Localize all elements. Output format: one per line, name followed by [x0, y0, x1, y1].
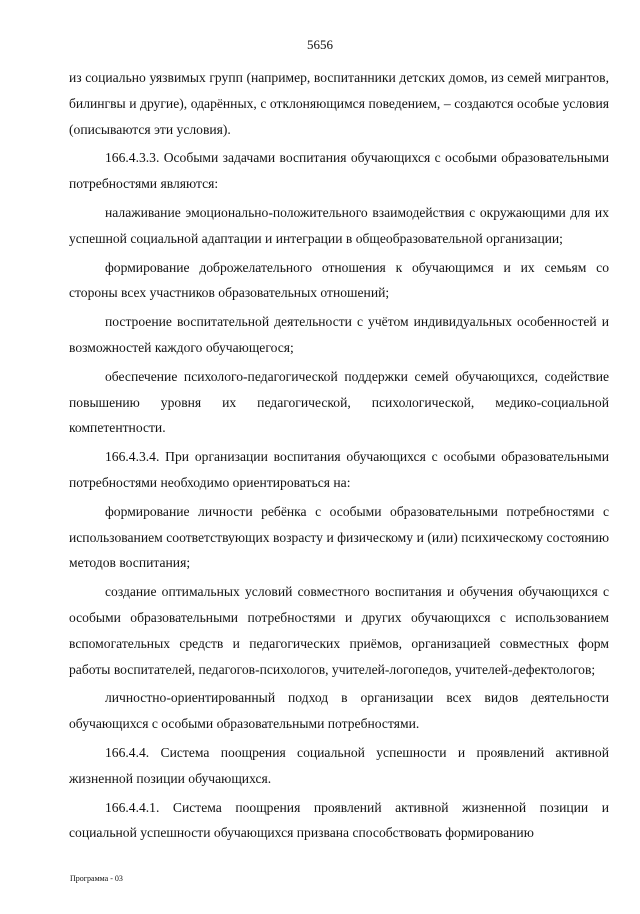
- page-number: 5656: [307, 37, 333, 52]
- paragraph: обеспечение психолого-педагогической поддержки семей обучающихся, содействие повышению уровня их педагогической, психологической, медико-социальной компетентности.: [69, 368, 609, 436]
- paragraph: формирование доброжелательного отношения к обучающимся и их семьям со стороны всех участников образовательных отношений;: [69, 259, 609, 301]
- document-body: [69, 65, 609, 849]
- paragraph: личностно-ориентированный подход в организации всех видов деятельности обучающихся с особыми образовательными потребностями.: [69, 690, 609, 732]
- page-footer: Программа - 03: [70, 874, 123, 883]
- paragraph: построение воспитательной деятельности с учётом индивидуальных особенностей и возможностей каждого обучающегося;: [69, 314, 609, 355]
- paragraph: создание оптимальных условий совместного воспитания и обучения обучающихся с особыми образовательными потребностями и других обучающихся с использованием вспомогательных средств и педагогических приёмов, организацией совместных форм работы воспитателей, педагогов-психологов, учителей-логопедов, учителей-дефектологов;: [69, 584, 609, 677]
- paragraph: налаживание эмоционально-положительного взаимодействия с окружающими для их успешной социальной адаптации и интеграции в общеобразовательной организации;: [69, 204, 609, 246]
- paragraph: 166.4.3.4. При организации воспитания обучающихся с особыми образовательными потребностями необходимо ориентироваться на:: [69, 449, 609, 490]
- paragraph: 166.4.4. Система поощрения социальной успешности и проявлений активной жизненной позиции обучающихся.: [69, 744, 609, 786]
- paragraph: из социально уязвимых групп (например, воспитанники детских домов, из семей мигрантов, билингвы и другие), одарённых, с отклоняющимся поведением, – создаются особые условия (описываются эти условия).: [69, 70, 609, 137]
- paragraph: 166.4.4.1. Система поощрения проявлений активной жизненной позиции и социальной успешности обучающихся призвана способствовать формированию: [69, 799, 609, 841]
- paragraph: формирование личности ребёнка с особыми образовательными потребностями с использованием соответствующих возрасту и физическому и (или) психическому состоянию методов воспитания;: [69, 503, 609, 571]
- paragraph: 166.4.3.3. Особыми задачами воспитания обучающихся с особыми образовательными потребностями являются:: [69, 150, 609, 192]
